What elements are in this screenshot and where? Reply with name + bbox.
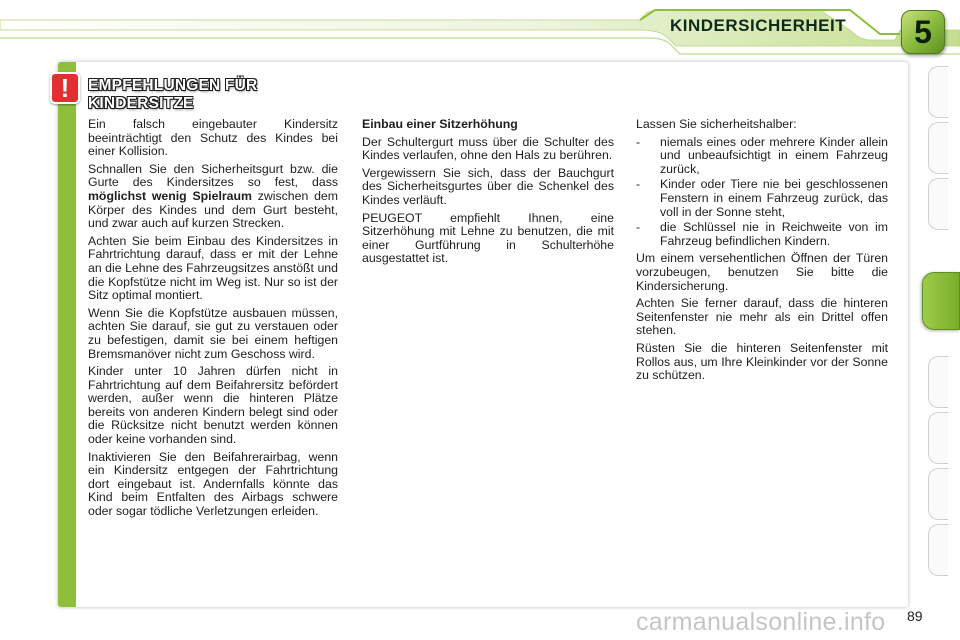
list-dash: - [636, 177, 641, 192]
bold-text: möglichst wenig Spielraum [88, 188, 252, 203]
paragraph: Inaktivieren Sie den Beifahrerairbag, wenn ein Kindersitz entgegen der Fahrtrichtung dort eingebaut ist. Andernfalls könnte das Kind beim Entfalten des Airbags schwere oder sogar tödliche Verletzungen erleiden. [88, 449, 338, 519]
chapter-tab[interactable] [928, 524, 948, 576]
chapter-tab-strip [928, 66, 960, 586]
paragraph: Vergewissern Sie sich, dass der Bauchgurt des Sicherheitsgurtes über die Schenkel des Kindes verläuft. [362, 165, 614, 207]
column-1 [88, 118, 338, 523]
chapter-title: KINDERSICHERHEIT [670, 16, 847, 35]
warning-exclamation: ! [60, 73, 70, 103]
list-item-text: niemals eines oder mehrere Kinder allein und unbeaufsichtigt in einem Fahrzeug zurück, [660, 134, 888, 176]
chapter-tab[interactable] [928, 356, 948, 408]
section-title-line1: EMPFEHLUNGEN FÜR [88, 77, 258, 94]
chapter-number-badge [901, 10, 945, 54]
chapter-tab-active[interactable] [922, 272, 960, 330]
paragraph: PEUGEOT empfiehlt Ihnen, eine Sitzerhöhung mit Lehne zu benutzen, die mit einer Gurtführung in Schulterhöhe ausgestattet ist. [362, 210, 614, 266]
paragraph: Rüsten Sie die hinteren Seitenfenster mit Rollos aus, um Ihre Kleinkinder vor der Sonne zu schützen. [636, 340, 888, 383]
list-dash: - [636, 134, 641, 149]
column-3 [636, 118, 888, 387]
paragraph: Der Schultergurt muss über die Schulter des Kindes verlaufen, ohne den Hals zu berühren. [362, 134, 614, 163]
paragraph: Achten Sie beim Einbau des Kindersitzes in Fahrtrichtung darauf, dass er mit der Lehne an die Lehne des Fahrzeugsitzes anstößt und die Kopfstütze nicht im Weg ist. Nur so ist der Sitz optimal montiert. [88, 233, 338, 303]
section-title-line2: KINDERSITZE [88, 95, 194, 112]
chapter-tab[interactable] [928, 122, 948, 174]
chapter-tab[interactable] [928, 468, 948, 520]
text-run: zwischen dem Körper des Kindes und dem Gurt besteht, und zwar auch auf kurzen Strecken. [88, 188, 338, 231]
paragraph: Achten Sie ferner darauf, dass die hinteren Seitenfenster nie mehr als ein Drittel offen stehen. [636, 296, 888, 338]
paragraph [88, 163, 338, 231]
list-dash: - [636, 220, 641, 235]
column-2 [362, 118, 614, 270]
chapter-tab[interactable] [928, 412, 948, 464]
paragraph: Kinder unter 10 Jahren dürfen nicht in Fahrtrichtung auf dem Beifahrersitz befördert werden, außer wenn die hinteren Plätze bereits von anderen Kindern belegt sind oder die Rücksitze nicht benutzt werden können oder keine vorhanden sind. [88, 364, 338, 447]
paragraph: Um einem versehentlichen Öffnen der Türen vorzubeugen, benutzen Sie bitte die Kindersicherung. [636, 251, 888, 293]
list-item-text: die Schlüssel nie in Reichweite von im Fahrzeug befindlichen Kindern. [660, 220, 888, 248]
text-run: Schnallen Sie den Sicherheitsgurt bzw. die Gurte des Kindersitzes so fest, dass [88, 161, 338, 190]
chapter-tab[interactable] [928, 66, 948, 118]
chapter-number: 5 [914, 13, 932, 50]
paragraph: Ein falsch eingebauter Kindersitz beeinträchtigt den Schutz des Kindes bei einer Kollision. [88, 117, 338, 159]
section-title [88, 77, 308, 113]
paragraph: Lassen Sie sicherheitshalber: [636, 117, 797, 131]
chapter-tab[interactable] [928, 178, 948, 230]
list-item [636, 178, 888, 219]
list-item-text: Kinder oder Tiere nie bei geschlossenen Fenstern in einem Fahrzeug zurück, das voll in der Sonne steht, [660, 177, 888, 219]
warning-icon [50, 72, 80, 104]
panel-accent-bar [58, 62, 76, 607]
paragraph: Wenn Sie die Kopfstütze ausbauen müssen, achten Sie darauf, sie gut zu verstauen oder zu befestigen, damit sie bei einem heftigen Bremsmanöver nicht zum Geschoss wird. [88, 305, 338, 361]
subsection-heading: Einbau einer Sitzerhöhung [362, 117, 518, 131]
list-item [636, 136, 888, 177]
list-item [636, 221, 888, 248]
watermark: carmanualsonline.info [636, 608, 886, 636]
page-number: 89 [907, 608, 923, 624]
